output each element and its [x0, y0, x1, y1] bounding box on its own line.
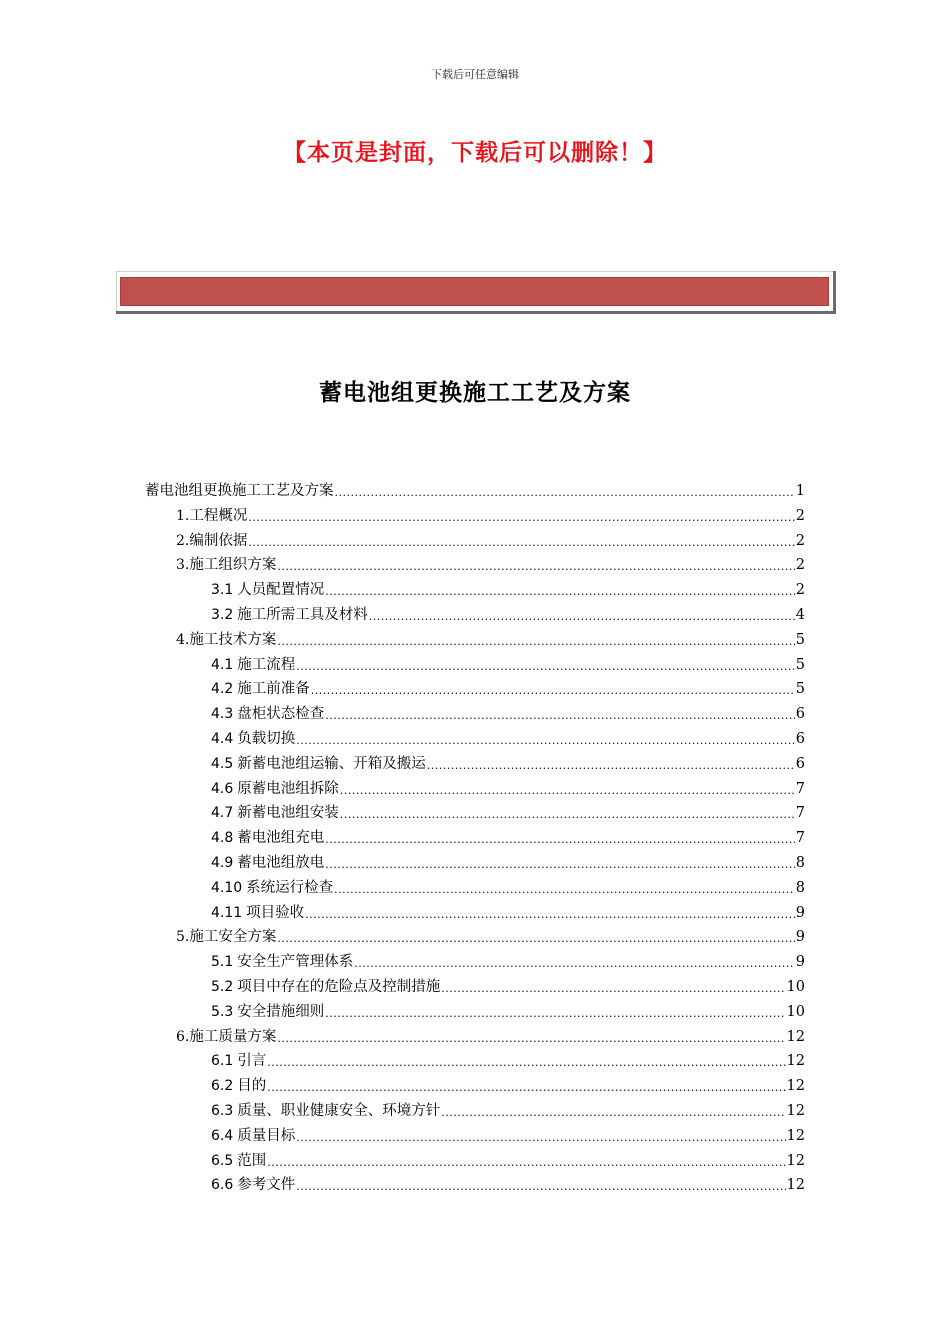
toc-entry-number: 4.7: [211, 805, 234, 822]
toc-entry[interactable]: [211, 849, 805, 873]
toc-entry-number: 4.: [176, 631, 190, 648]
banner-bar: [120, 277, 829, 306]
toc-entry[interactable]: [211, 948, 805, 972]
toc-page-number: 6: [795, 706, 805, 723]
toc-entry-number: 2.: [176, 532, 190, 549]
toc-page-number: 2: [795, 507, 805, 524]
toc-dot-leader: [267, 1051, 785, 1071]
toc-dot-leader: [325, 828, 795, 848]
toc-page-number: 8: [795, 855, 805, 871]
toc-entry-title: 编制依据: [189, 532, 248, 549]
toc-dot-leader: [427, 754, 795, 774]
toc-page-number: 8: [795, 879, 805, 896]
toc-dot-leader: [248, 531, 794, 551]
toc-entry-number: 6.5: [211, 1152, 234, 1169]
toc-entry[interactable]: [176, 923, 805, 947]
toc-entry[interactable]: [176, 551, 805, 575]
toc-entry-title: 施工安全方案: [189, 929, 277, 946]
toc-entry-number: 4.10: [211, 879, 243, 896]
toc-page-number: 2: [795, 582, 805, 599]
toc-entry[interactable]: [211, 799, 805, 823]
toc-entry[interactable]: [211, 998, 805, 1022]
toc-entry[interactable]: [211, 824, 805, 848]
toc-dot-leader: [325, 580, 795, 600]
toc-entry-title: 盘柜状态检查: [237, 706, 325, 723]
toc-entry-title: 原蓄电池组拆除: [237, 780, 339, 797]
toc-entry-number: 3.1: [211, 582, 234, 599]
toc-dot-leader: [248, 506, 794, 526]
toc-page-number: 10: [786, 979, 805, 995]
toc-page-number: 10: [786, 1003, 805, 1020]
toc-entry-number: 5.1: [211, 954, 234, 971]
toc-dot-leader: [325, 1002, 785, 1022]
toc-entry-number: 4.9: [211, 855, 234, 871]
toc-entry[interactable]: [211, 601, 805, 625]
toc-entry-title: 施工技术方案: [189, 631, 277, 648]
toc-entry-title: 项目验收: [246, 904, 305, 921]
toc-dot-leader: [277, 555, 794, 575]
toc-entry-title: 目的: [237, 1078, 267, 1095]
toc-entry[interactable]: [211, 700, 805, 724]
toc-entry[interactable]: [211, 1171, 805, 1195]
toc-entry[interactable]: [211, 899, 805, 923]
toc-page-number: 6: [795, 755, 805, 772]
toc-dot-leader: [277, 630, 794, 650]
toc-dot-leader: [296, 655, 795, 675]
toc-page-number: 2: [795, 557, 805, 574]
toc-entry-number: 6.1: [211, 1053, 234, 1070]
toc-entry-title: 施工所需工具及材料: [237, 607, 368, 623]
toc-entry-number: 4.3: [211, 706, 234, 723]
toc-dot-leader: [369, 605, 795, 625]
toc-entry-number: 3.2: [211, 607, 234, 623]
toc-dot-leader: [277, 927, 794, 947]
decorative-banner: [116, 271, 836, 314]
toc-page-number: 12: [786, 1078, 805, 1095]
toc-entry-title: 安全措施细则: [237, 1003, 325, 1020]
toc-entry-title: 施工流程: [237, 656, 296, 673]
toc-page-number: 12: [786, 1103, 805, 1119]
toc-dot-leader: [340, 803, 795, 823]
toc-page-number: 9: [795, 929, 805, 946]
toc-entry-number: 6.2: [211, 1078, 234, 1095]
toc-entry-title: 引言: [237, 1053, 267, 1070]
toc-entry-number: 4.11: [211, 904, 243, 921]
toc-entry-title: 项目中存在的危险点及控制措施: [237, 979, 441, 995]
toc-entry[interactable]: [211, 675, 805, 699]
toc-page-number: 5: [795, 631, 805, 648]
toc-entry-title: 质量、职业健康安全、环境方针: [237, 1103, 441, 1119]
page-header-note: 下载后可任意编辑: [431, 68, 519, 81]
toc-page-number: 5: [795, 656, 805, 673]
toc-entry-number: 6.4: [211, 1127, 234, 1144]
toc-entry-title: 施工组织方案: [189, 557, 277, 574]
toc-page-number: 12: [786, 1127, 805, 1144]
toc-entry[interactable]: [211, 576, 805, 600]
toc-dot-leader: [441, 977, 785, 997]
toc-dot-leader: [267, 1151, 785, 1171]
toc-entry-title: 工程概况: [189, 507, 248, 524]
toc-dot-leader: [305, 903, 795, 923]
toc-entry-title: 质量目标: [237, 1127, 296, 1144]
toc-entry[interactable]: [211, 775, 805, 799]
toc-entry-title: 范围: [237, 1152, 267, 1169]
toc-entry[interactable]: [211, 1122, 805, 1146]
toc-entry-title: 人员配置情况: [237, 582, 325, 599]
toc-entry-title: 负载切换: [237, 731, 296, 747]
toc-entry-title: 新蓄电池组安装: [237, 805, 339, 822]
toc-page-number: 12: [786, 1053, 805, 1070]
toc-entry-number: 5.3: [211, 1003, 234, 1020]
toc-page-number: 12: [786, 1152, 805, 1169]
toc-page-number: 4: [795, 607, 805, 623]
toc-dot-leader: [267, 1076, 785, 1096]
toc-entry[interactable]: [211, 1097, 805, 1121]
toc-page-number: 2: [795, 532, 805, 549]
toc-entry[interactable]: [211, 651, 805, 675]
toc-dot-leader: [277, 1027, 785, 1047]
toc-page-number: 9: [795, 904, 805, 921]
toc-dot-leader: [325, 853, 795, 873]
toc-entry-number: 4.2: [211, 681, 234, 698]
toc-page-number: 7: [795, 780, 805, 797]
toc-entry-title: 系统运行检查: [246, 879, 334, 896]
toc-entry-title: 施工前准备: [237, 681, 310, 698]
toc-page-number: 5: [795, 681, 805, 698]
toc-entry[interactable]: [211, 1072, 805, 1096]
toc-dot-leader: [325, 704, 795, 724]
toc-entry[interactable]: [211, 874, 805, 898]
toc-dot-leader: [296, 1126, 785, 1146]
toc-page-number: 7: [795, 830, 805, 847]
document-title: 蓄电池组更换施工工艺及方案: [319, 379, 631, 406]
toc-entry[interactable]: [145, 477, 805, 501]
toc-entry[interactable]: [176, 527, 805, 551]
toc-dot-leader: [441, 1101, 785, 1121]
toc-page-number: 12: [786, 1177, 805, 1194]
toc-page-number: 1: [795, 483, 805, 499]
toc-entry-number: 6.3: [211, 1103, 234, 1119]
toc-entry-number: 6.6: [211, 1177, 234, 1194]
toc-entry-title: 蓄电池组充电: [237, 830, 325, 847]
toc-entry[interactable]: [211, 1147, 805, 1171]
toc-entry-title: 蓄电池组放电: [237, 855, 325, 871]
toc-entry-number: 4.8: [211, 830, 234, 847]
toc-dot-leader: [340, 779, 795, 799]
toc-dot-leader: [296, 729, 795, 749]
toc-entry-number: 4.5: [211, 755, 234, 772]
toc-entry[interactable]: [211, 1047, 805, 1071]
toc-entry-number: 4.1: [211, 656, 234, 673]
toc-dot-leader: [335, 481, 795, 501]
toc-entry-number: 5.: [176, 929, 190, 946]
toc-entry-number: 3.: [176, 557, 190, 574]
toc-entry[interactable]: [176, 626, 805, 650]
toc-entry-title: 蓄电池组更换施工工艺及方案: [145, 483, 334, 499]
toc-page-number: 9: [795, 954, 805, 971]
toc-dot-leader: [311, 679, 795, 699]
toc-entry[interactable]: [176, 502, 805, 526]
toc-entry-title: 新蓄电池组运输、开箱及搬运: [237, 755, 426, 772]
toc-entry-number: 1.: [176, 507, 190, 524]
toc-entry-number: 5.2: [211, 979, 234, 995]
toc-entry[interactable]: [211, 973, 805, 997]
toc-entry-number: 6.: [176, 1028, 190, 1045]
cover-delete-notice: 【本页是封面，下载后可以删除！】: [283, 140, 667, 166]
toc-entry[interactable]: [211, 725, 805, 749]
toc-entry[interactable]: [176, 1023, 805, 1047]
toc-page-number: 6: [795, 731, 805, 747]
toc-page-number: 12: [786, 1028, 805, 1045]
toc-entry-number: 4.4: [211, 731, 234, 747]
toc-entry-title: 施工质量方案: [189, 1028, 277, 1045]
toc-entry[interactable]: [211, 750, 805, 774]
toc-dot-leader: [354, 952, 795, 972]
toc-dot-leader: [334, 878, 795, 898]
toc-dot-leader: [296, 1175, 785, 1195]
toc-entry-title: 安全生产管理体系: [237, 954, 354, 971]
toc-entry-number: 4.6: [211, 780, 234, 797]
toc-entry-title: 参考文件: [237, 1177, 296, 1194]
toc-page-number: 7: [795, 805, 805, 822]
